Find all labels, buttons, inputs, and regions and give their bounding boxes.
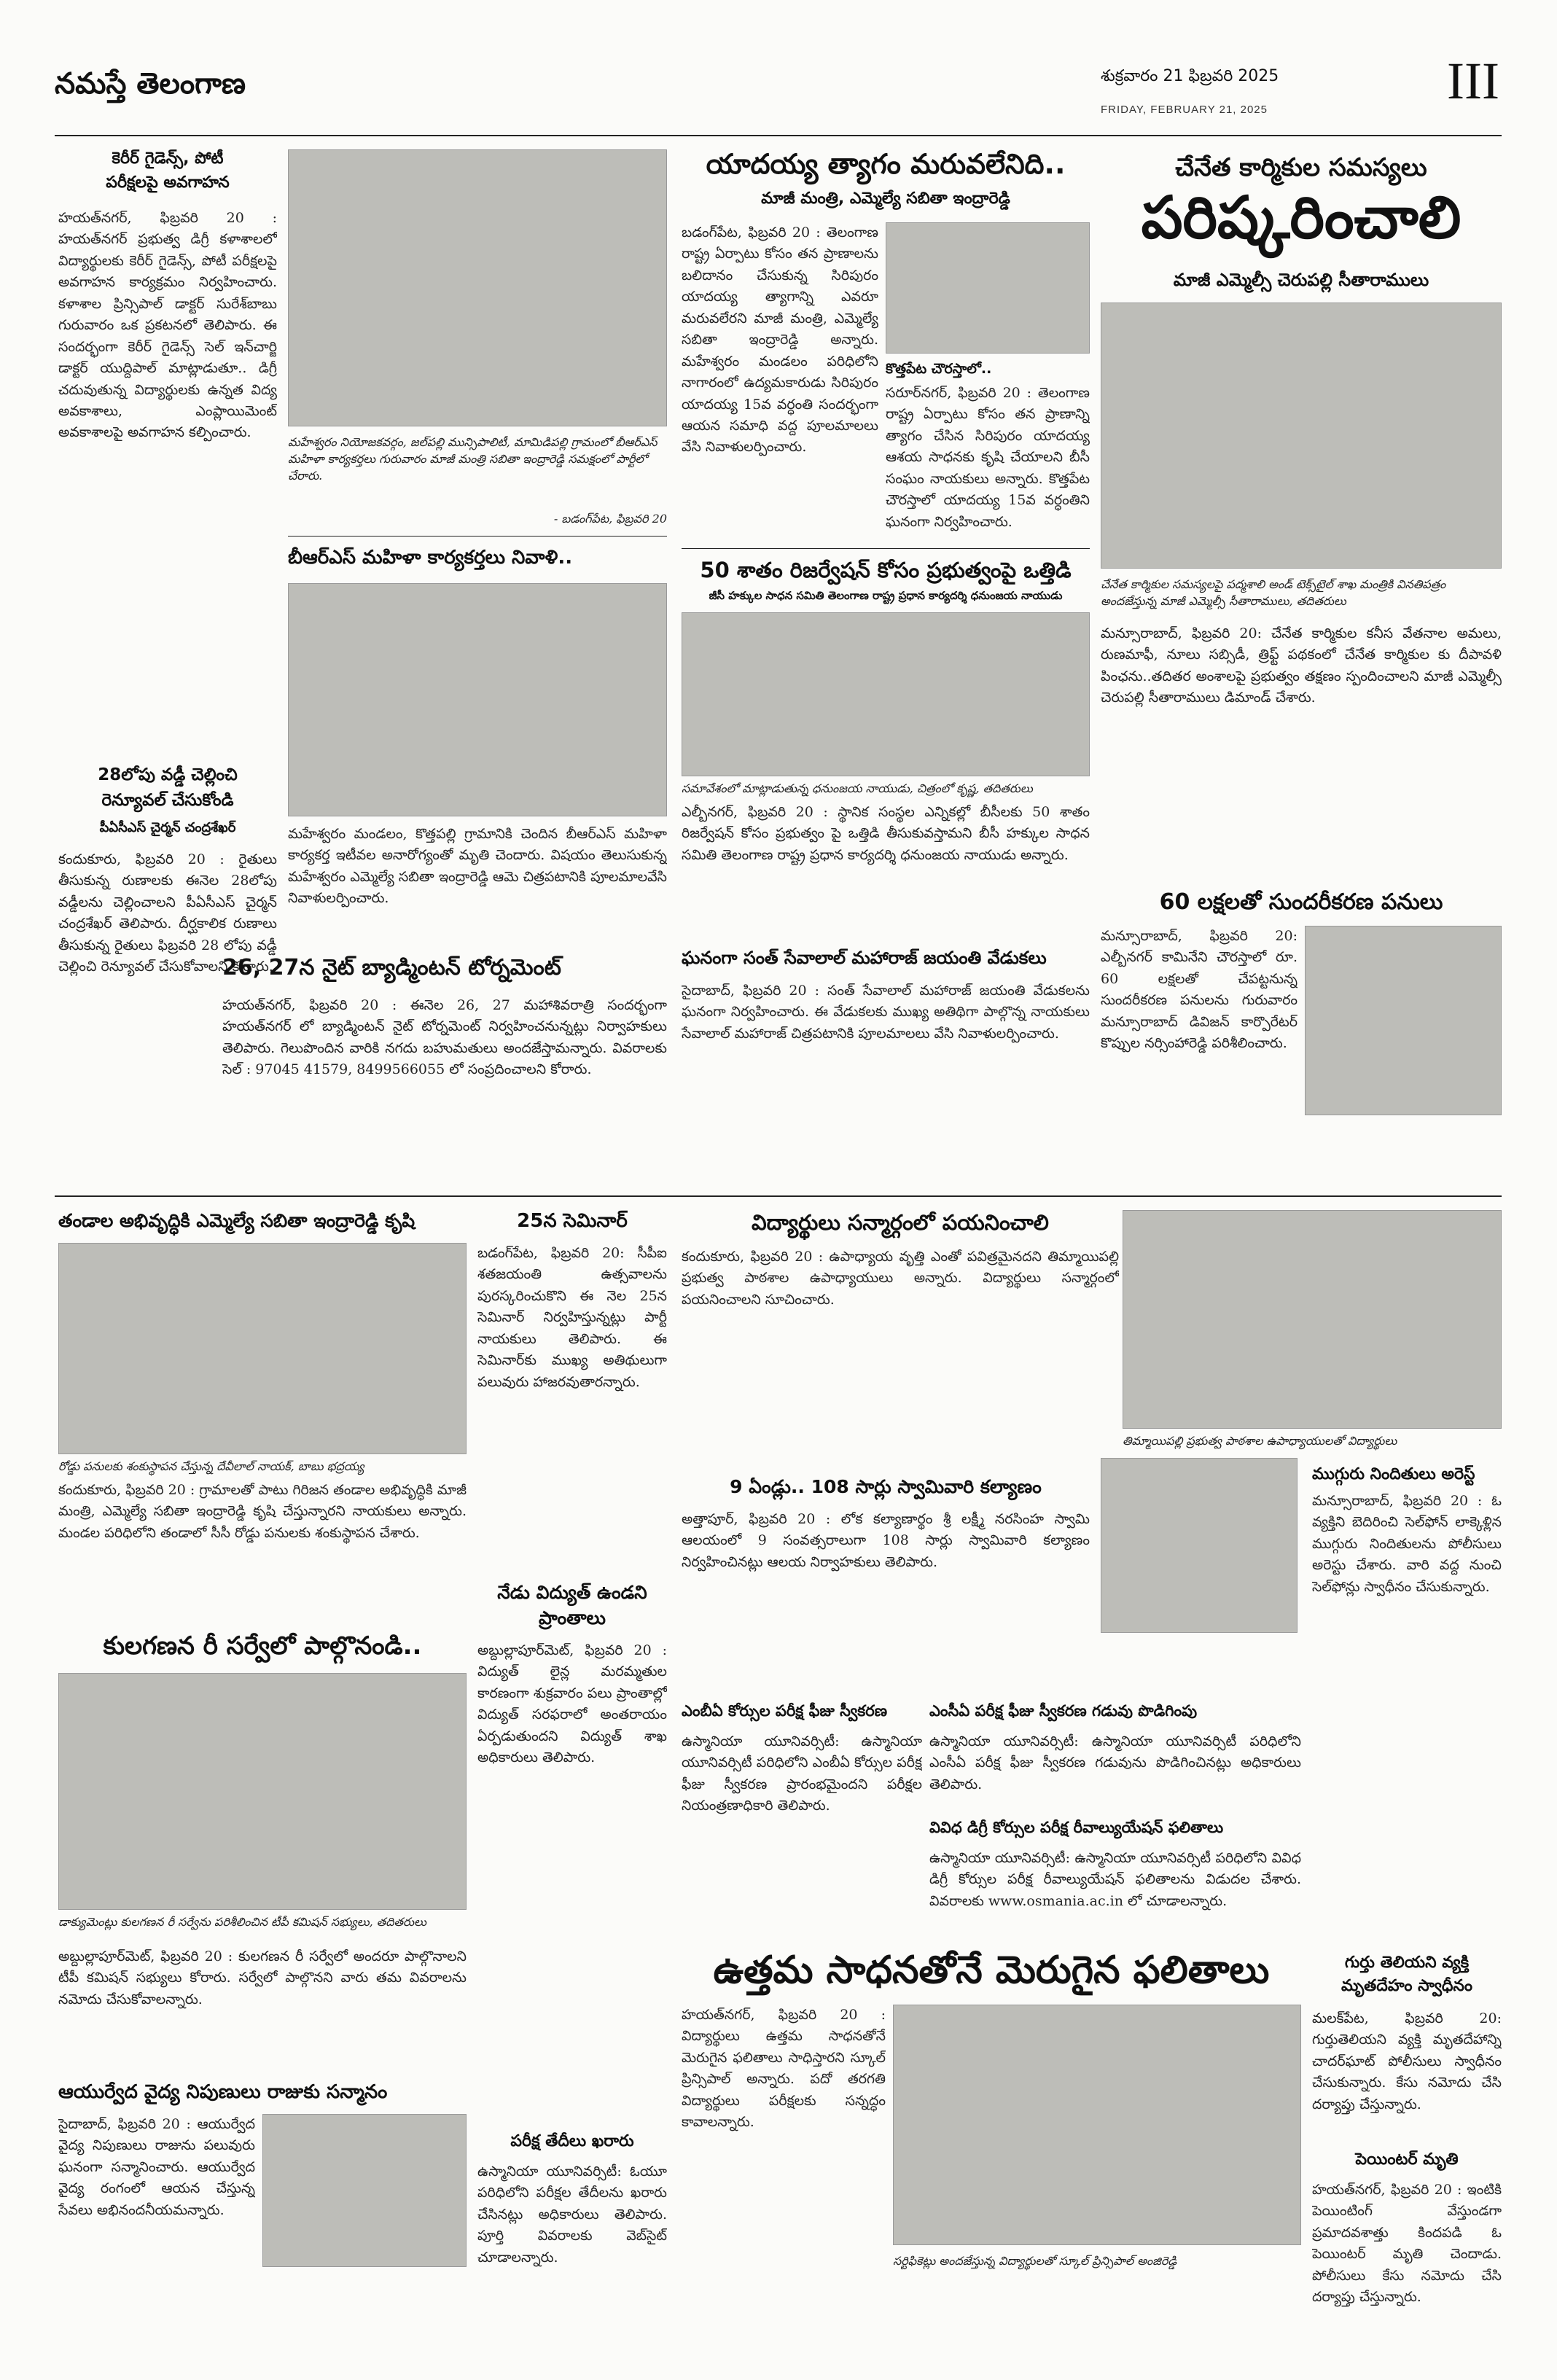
pacs-body: కందుకూరు, ఫిబ్రవరి 20 : రైతులు తీసుకున్న రుణాలకు ఈనెల 28లోపు వడ్డీలను చెల్లించాలని పీఏసీఎస్ చైర్మన్ చంద్రశేఖర్ తెలిపారు. దీర్ఘకాలిక రుణాలు తీసుకున్న రైతులు ఫిబ్రవరి 28 లోపు వడ్డీ చెల్లించి రెన్యూవల్ చేసుకోవాలని కోరారు. (58, 851, 277, 975)
handloom-subhead: మాజీ ఎమ్మెల్సీ చెరుపల్లి సీతారాములు (1173, 270, 1429, 290)
handloom-body: మన్సూరాబాద్, ఫిబ్రవరి 20: చేనేత కార్మికుల కనీస వేతనాల అమలు, రుణమాఫీ, నూలు సబ్సిడీ, త్రిఫ్ట్ పథకంలో చేనేత కార్మికుల కు దీపావళి పింఛను..తదితర అంశాలపై ప్రభుత్వం తక్షణం స్పందించాలని మాజీ ఎమ్మెల్సీ చెరుపల్లి సీతారాములు డిమాండ్ చేశారు. (1101, 625, 1502, 706)
tanda-photo (58, 1243, 467, 1454)
yadaiah-photo (886, 222, 1090, 354)
painter-body: హయత్‌నగర్, ఫిబ్రవరి 20 : ఇంటికి పెయింటింగ్ వేస్తుండగా ప్రమాదవశాత్తు కిందపడి ఓ పెయింటర్ మృతి చెందాడు. పోలీసులు కేసు నమోదు చేసి దర్యాప్తు చేస్తున్నారు. (1312, 2182, 1502, 2306)
masthead-logo: నమస్తే తెలంగాణ (55, 67, 246, 101)
career-guidance-headline: కెరీర్ గైడెన్స్, పోటీ (112, 149, 224, 168)
handloom-photo (1101, 303, 1502, 569)
unidentified-headline-2: మృతదేహం స్వాధీనం (1341, 1977, 1473, 1995)
seminar-body: బడంగ్‌పేట, ఫిబ్రవరి 20: సీపీఐ శతజయంతి ఉత్సవాలను పురస్కరించుకొని ఈ నెల 25న సెమినార్ నిర్వహిస్తున్నట్లు పార్టీ నాయకులు తెలిపారు. ఈ సెమినార్‌కు ముఖ్య అతిథులుగా పలువురు హాజరవుతారన్నారు. (477, 1245, 667, 1390)
rule-col2-a (288, 536, 667, 537)
beautification-photo (1305, 926, 1502, 1115)
best-practice-headline: ఉత్తమ సాధనతోనే మెరుగైన ఫలితాలు (713, 1948, 1270, 1992)
seminar-headline: 25న సెమినార్ (517, 1210, 628, 1232)
handloom-caption: చేనేత కార్మికుల సమస్యలపై పద్మశాలి అండ్ టెక్స్‌టైల్ శాఖ మంత్రికి వినతిపత్రం అందజేస్తున్న మాజీ ఎమ్మెల్సీ సీతారాములు, తదితరులు (1101, 577, 1446, 609)
career-guidance-body: హయత్‌నగర్, ఫిబ్రవరి 20 : హయత్‌నగర్ ప్రభుత్వ డిగ్రీ కళాశాలలో విద్యార్థులకు కెరీర్ గైడెన్స్, పోటీ పరీక్షలపై అవగాహన కార్యక్రమం నిర్వహించారు. కళాశాల ప్రిన్సిపాల్ డాక్టర్ సురేశ్‌బాబు గురువారం ఒక ప్రకటనలో తెలిపారు. ఈ సందర్భంగా కెరీర్ గైడెన్స్ సెల్ ఇన్‌చార్జి డాక్టర్ యుద్దిపాల్ మాట్లాడుతూ.. డిగ్రీ చదువుతున్న విద్యార్థులకు ఉన్నత విద్య అవకాశాలు, ఎంప్లాయిమెంట్ అవకాశాలపై అవగాహన కల్పించారు. (58, 210, 277, 441)
power-cut-headline: నేడు విద్యుత్ ఉండని (497, 1582, 647, 1603)
tanda-headline: తండాల అభివృద్ధికి ఎమ్మెల్యే సబితా ఇంద్రారెడ్డి కృషి (58, 1210, 415, 1231)
reservation-photo (682, 612, 1090, 776)
yadaiah-body: బడంగ్‌పేట, ఫిబ్రవరి 20 : తెలంగాణ రాష్ట్ర ఏర్పాటు కోసం తన ప్రాణాలను బలిదానం చేసుకున్న సిరిపురం యాదయ్య త్యాగాన్ని ఎవరూ మరువలేరని మాజీ మంత్రి, ఎమ్మెల్యే సబితా ఇంద్రారెడ్డి అన్నారు. మహేశ్వరం మండలం పరిధిలోని నాగారంలో ఉద్యమకారుడు సిరిపురం యాదయ్య 15వ వర్ధంతి సందర్భంగా ఆయన సమాధి వద్ద పూలమాలలు వేసి నివాళులర్పించారు. (682, 225, 878, 456)
reservation-body: ఎల్బీనగర్, ఫిబ్రవరి 20 : స్థానిక సంస్థల ఎన్నికల్లో బీసీలకు 50 శాతం రిజర్వేషన్ కోసం ప్రభుత్వం పై ఒత్తిడి తీసుకువస్తామని బీసీ హక్కుల సాధన సమితి తెలంగాణ రాష్ట్ర ప్రధాన కార్యదర్శి ధనుంజయ నాయుడు అన్నారు. (682, 804, 1090, 863)
exam-dates-body: ఉస్మానియా యూనివర్సిటీ: ఓయూ పరిధిలోని పరీక్షల తేదీలను ఖరారు చేసినట్లు అధికారులు తెలిపారు. పూర్తి వివరాలకు వెబ్‌సైట్ చూడాలన్నారు. (477, 2164, 667, 2266)
unidentified-body: మలక్‌పేట, ఫిబ్రవరి 20: గుర్తుతెలియని వ్యక్తి మృతదేహాన్ని చాదర్‌ఘాట్ పోలీసులు స్వాధీనం చేసుకున్నారు. కేసు నమోదు చేసి దర్యాప్తు చేస్తున్నారు. (1312, 2010, 1502, 2112)
career-guidance-headline-2: పరీక్షలపై అవగాహన (106, 173, 230, 192)
kothapet-subhead: కొత్తపేట చౌరస్తాలో.. (886, 361, 992, 377)
handloom-headline: పరిష్కరించాలి (1141, 184, 1462, 251)
caste-survey-body: అబ్దుల్లాపూర్‌మెట్, ఫిబ్రవరి 20 : కులగణన రీ సర్వేలో అందరూ పాల్గొనాలని టీపీ కమిషన్ సభ్యులు కోరారు. సర్వేలో పాల్గొనని వారు తమ వివరాలను నమోదు చేసుకోవాలన్నారు. (58, 1948, 467, 2008)
power-cut-headline-2: ప్రాంతాలు (539, 1607, 606, 1628)
students-caption: తిమ్మాయిపల్లి ప్రభుత్వ పాఠశాల ఉపాధ్యాయులతో విద్యార్థులు (1123, 1434, 1397, 1448)
exam-dates-headline: పరీక్ష తేదీలు ఖరారు (510, 2132, 634, 2150)
rule-center-a (682, 548, 1090, 549)
painter-headline: పెయింటర్ మృతి (1355, 2150, 1459, 2169)
students-photo (1123, 1210, 1502, 1429)
caste-survey-headline: కులగణన రీ సర్వేలో పాల్గొనండి.. (103, 1631, 422, 1661)
reservation-caption: సమావేశంలో మాట్లాడుతున్న ధనుంజయ నాయుడు, చిత్రంలో కృష్ణ, తదితరులు (682, 781, 1033, 795)
pacs-headline: 28లోపు వడ్డీ చెల్లించి (98, 765, 238, 784)
reservation-subhead: జీసీ హక్కుల సాధన సమితి తెలంగాణ రాష్ట్ర ప్రధాన కార్యదర్శి ధనుంజయ నాయుడు (709, 589, 1063, 602)
kothapet-body: సరూర్‌నగర్, ఫిబ్రవరి 20 : తెలంగాణ రాష్ట్ర ఏర్పాటు కోసం తన ప్రాణాన్ని త్యాగం చేసిన సిరిపురం యాదయ్య ఆశయ సాధనకు కృషి చేయాలని బీసీ సంఘం నాయకులు అన్నారు. కొత్తపేట చౌరస్తాలో యాదయ్య 15వ వర్ధంతిని ఘనంగా నిర్వహించారు. (886, 385, 1090, 530)
pacs-subhead: పీఏసీఎస్ చైర్మన్ చంద్రశేఖర్ (99, 820, 236, 835)
brs-tribute-headline: బీఆర్ఎస్ మహిళా కార్యకర్తలు నివాళి.. (288, 547, 573, 569)
yadaiah-subhead: మాజీ మంత్రి, ఎమ్మెల్యే సబితా ఇంద్రారెడ్డి (761, 190, 1010, 208)
date-english: FRIDAY, FEBRUARY 21, 2025 (1101, 104, 1268, 116)
best-practice-photo (893, 2005, 1301, 2245)
sevalal-body: సైదాబాద్, ఫిబ్రవరి 20 : సంత్ సేవాలాల్ మహారాజ్ జయంతి వేడుకలను ఘనంగా నిర్వహించారు. ఈ వేడుకలకు ముఖ్య అతిథిగా పాల్గొన్న నాయకులు సేవాలాల్ మహారాజ్ చిత్రపటానికి పూలమాలలు వేసి నివాళులర్పించారు. (682, 983, 1090, 1042)
page-number: III (1447, 52, 1499, 110)
tanda-caption: రోడ్డు పనులకు శంకుస్థాపన చేస్తున్న దేవీలాల్ నాయక్, బాబు భద్రయ్య (58, 1459, 364, 1473)
sevalal-headline: ఘనంగా సంత్ సేవాలాల్ మహారాజ్ జయంతి వేడుకలు (682, 948, 1047, 968)
badminton-body: హయత్‌నగర్, ఫిబ్రవరి 20 : ఈనెల 26, 27 మహాశివరాత్రి సందర్భంగా హయత్‌నగర్ లో బ్యాడ్మింటన్ నైట్ టోర్నమెంట్ నిర్వహించనున్నట్లు నిర్వాహకులు తెలిపారు. గెలుపొందిన వారికి నగదు బహుమతులు అందజేస్తామన్నారు. వివరాలకు సెల్ : 97045 41579, 8499566055 లో సంప్రదించాలని కోరారు. (222, 997, 667, 1078)
yadaiah-headline: యాదయ్య త్యాగం మరువలేనిది.. (706, 148, 1066, 180)
beautification-headline: 60 లక్షలతో సుందరీకరణ పనులు (1159, 889, 1443, 915)
masthead-rule (55, 135, 1502, 136)
caste-survey-photo (58, 1673, 467, 1910)
date-telugu: శుక్రవారం 21 ఫిబ్రవరి 2025 (1101, 67, 1279, 85)
power-cut-body: అబ్దుల్లాపూర్‌మెట్, ఫిబ్రవరి 20 : విద్యుత్ లైన్ల మరమ్మతుల కారణంగా శుక్రవారం పలు ప్రాంతాల్లో విద్యుత్ సరఫరాలో అంతరాయం ఏర్పడుతుందని విద్యుత్ శాఖ అధికారులు తెలిపారు. (477, 1642, 667, 1766)
ayurveda-photo (262, 2114, 467, 2267)
ayurveda-headline: ఆయుర్వేద వైద్య నిపుణులు రాజుకు సన్మానం (58, 2081, 388, 2103)
kalyanam-headline: 9 ఏండ్లు.. 108 సార్లు స్వామివారి కల్యాణం (730, 1476, 1042, 1497)
best-practice-caption: సర్టిఫికెట్లు అందజేస్తున్న విద్యార్థులతో స్కూల్ ప్రిన్సిపాల్ అంజిరెడ్డి (893, 2254, 1177, 2268)
women-activists-credit: - బడంగ్‌పేట, ఫిబ్రవరి 20 (553, 512, 667, 526)
beautification-body: మన్సూరాబాద్, ఫిబ్రవరి 20: ఎల్బీనగర్ కామినేని చౌరస్తాలో రూ. 60 లక్షలతో చేపట్టనున్న సుందరీకరణ పనులను గురువారం మన్సూరాబాద్ డివిజన్ కార్పొరేటర్ కొప్పుల నర్సింహారెడ్డి పరిశీలించారు. (1101, 928, 1298, 1052)
caste-survey-caption: డాక్యుమెంట్లు కులగణన రీ సర్వేను పరిశీలించిన టీపీ కమిషన్ సభ్యులు, తదితరులు (58, 1915, 426, 1929)
ayurveda-body: సైదాబాద్, ఫిబ్రవరి 20 : ఆయుర్వేద వైద్య నిపుణులు రాజును పలువురు ఘనంగా సన్మానించారు. ఆయుర్వేద వైద్య రంగంలో ఆయన చేస్తున్న సేవలు అభినందనీయమన్నారు. (58, 2116, 255, 2218)
brs-tribute-body: మహేశ్వరం మండలం, కొత్తపల్లి గ్రామానికి చెందిన బీఆర్ఎస్ మహిళా కార్యకర్త ఇటీవల అనారోగ్యంతో మృతి చెందారు. విషయం తెలుసుకున్న మహేశ్వరం ఎమ్మెల్యే సబితా ఇంద్రారెడ్డి ఆమె చిత్రపటానికి పూలమాలవేసి నివాళులర్పించారు. (288, 826, 667, 907)
revaluation-body: ఉస్మానియా యూనివర్సిటీ: ఉస్మానియా యూనివర్సిటీ పరిధిలోని వివిధ డిగ్రీ కోర్సుల పరీక్ష రీవాల్యుయేషన్ ఫలితాలను విడుదల చేశారు. వివరాలకు www.osmania.ac.in లో చూడాలన్నారు. (929, 1850, 1301, 1909)
handloom-kicker: చేనేత కార్మికుల సమస్యలు (1175, 153, 1427, 182)
kalyanam-body: అత్తాపూర్, ఫిబ్రవరి 20 : లోక కల్యాణార్థం శ్రీ లక్ష్మీ నరసింహ స్వామి ఆలయంలో 9 సంవత్సరాలుగా 108 సార్లు స్వామివారి కల్యాణం నిర్వహించినట్లు ఆలయ నిర్వాహకులు తెలిపారు. (682, 1511, 1090, 1570)
students-path-headline: విద్యార్థులు సన్మార్గంలో పయనించాలి (752, 1210, 1049, 1235)
badminton-headline: 26, 27న నైట్ బ్యాడ్మింటన్ టోర్నమెంట్ (222, 955, 561, 980)
women-activists-caption: మహేశ్వరం నియోజకవర్గం, జల్‌పల్లి మున్సిపాలిటీ, మామిడిపల్లి గ్రామంలో బీఆర్ఎస్ మహిళా కార్యకర్తలు గురువారం మాజీ మంత్రి సబితా ఇంద్రారెడ్డి సమక్షంలో పార్టీలో చేరారు. (288, 435, 657, 483)
kalyanam-photo (1101, 1458, 1298, 1633)
best-practice-body: హయత్‌నగర్, ఫిబ్రవరి 20 : విద్యార్థులు ఉత్తమ సాధనతోనే మెరుగైన ఫలితాలు సాధిస్తారని స్కూల్ ప్రిన్సిపాల్ అన్నారు. పదో తరగతి విద్యార్థులు పరీక్షలకు సన్నద్ధం కావాలన్నారు. (682, 2007, 886, 2131)
women-activists-photo (288, 149, 667, 426)
mba-fee-body: ఉస్మానియా యూనివర్సిటీ: ఉస్మానియా యూనివర్సిటీ పరిధిలోని ఎంబీఏ కోర్సుల పరీక్ష ఫీజు స్వీకరణ ప్రారంభమైందని పరీక్షల నియంత్రణాధికారి తెలిపారు. (682, 1733, 922, 1814)
tanda-body: కందుకూరు, ఫిబ్రవరి 20 : గ్రామాలతో పాటు గిరిజన తండాల అభివృద్ధికి మాజీ మంత్రి, ఎమ్మెల్యే సబితా ఇంద్రారెడ్డి కృషి చేస్తున్నారని నాయకులు అన్నారు. మండల పరిధిలోని తండాలో సీసీ రోడ్డు పనులకు శంకుస్థాపన చేశారు. (58, 1482, 467, 1541)
fold-rule (55, 1195, 1502, 1197)
reservation-headline: 50 శాతం రిజర్వేషన్ కోసం ప్రభుత్వంపై ఒత్తిడి (700, 558, 1072, 582)
pacs-headline-2: రెన్యూవల్ చేసుకోండి (101, 791, 234, 810)
unidentified-headline: గుర్తు తెలియని వ్యక్తి (1344, 1954, 1470, 1972)
arrest-body: మన్సూరాబాద్, ఫిబ్రవరి 20 : ఓ వ్యక్తిని బెదిరించి సెల్‌ఫోన్ లాక్కెళ్లిన ముగ్గురు నిందితులను పోలీసులు అరెస్టు చేశారు. వారి వద్ద నుంచి సెల్‌ఫోన్లు స్వాధీనం చేసుకున్నారు. (1312, 1493, 1502, 1595)
revaluation-headline: వివిధ డిగ్రీ కోర్సుల పరీక్ష రీవాల్యుయేషన్ ఫలితాలు (929, 1819, 1224, 1836)
tribute-photo (288, 583, 667, 816)
arrest-headline: ముగ్గురు నిందితులు అరెస్ట్ (1312, 1465, 1475, 1483)
mca-fee-body: ఉస్మానియా యూనివర్సిటీ: ఉస్మానియా యూనివర్సిటీ పరిధిలోని ఎంసీఏ పరీక్ష ఫీజు స్వీకరణ గడువును పొడిగించినట్లు అధికారులు తెలిపారు. (929, 1733, 1301, 1792)
mba-fee-headline: ఎంబీఏ కోర్సుల పరీక్ష ఫీజు స్వీకరణ (682, 1702, 888, 1720)
mca-fee-headline: ఎంసీఏ పరీక్ష ఫీజు స్వీకరణ గడువు పొడిగింపు (929, 1702, 1198, 1720)
students-path-body: కందుకూరు, ఫిబ్రవరి 20 : ఉపాధ్యాయ వృత్తి ఎంతో పవిత్రమైనదని తిమ్మాయిపల్లి ప్రభుత్వ పాఠశాల ఉపాధ్యాయులు అన్నారు. విద్యార్థులు సన్మార్గంలో పయనించాలని సూచించారు. (682, 1249, 1119, 1308)
